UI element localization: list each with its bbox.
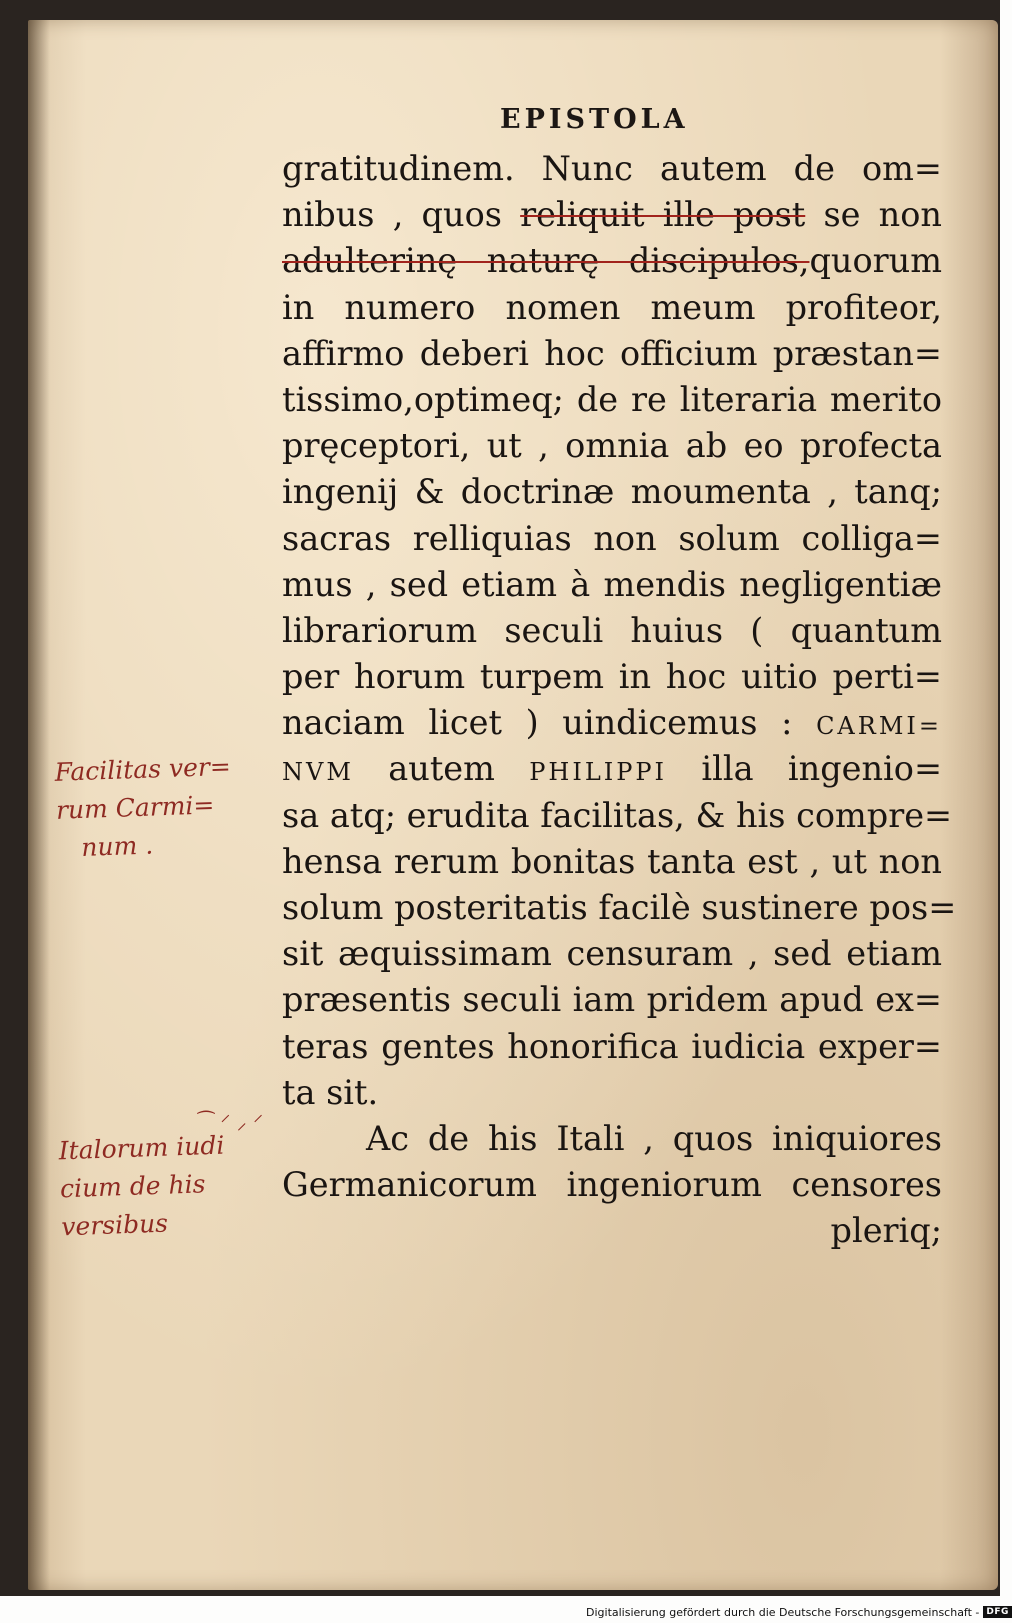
marginal-note-line: Italorum iudi: [58, 1130, 225, 1166]
text-line: sit æquissimam censuram , sed etiam: [282, 934, 942, 974]
body-text: [282, 146, 957, 1255]
small-caps-text: PHILIPPI: [529, 758, 668, 787]
text-line-struck-partial: [282, 192, 942, 238]
text-line: affirmo deberi hoc officium præstan=: [282, 333, 942, 373]
text-span: illa ingenio=: [667, 749, 943, 789]
catchword: pleriq;: [830, 1211, 942, 1251]
text-line-small-caps: [282, 700, 942, 746]
text-line: ingenij & doctrinæ moumenta , tanq;: [282, 472, 942, 512]
text-span: nibus , quos: [282, 195, 521, 235]
paragraph-start-line: Ac de his Itali , quos iniquiores: [366, 1118, 942, 1158]
text-line-small-caps: [282, 746, 942, 792]
marginal-mark: ⁀ ⸍ ⸝ ⸍: [198, 1110, 264, 1134]
text-line: Germanicorum ingeniorum censores: [282, 1165, 942, 1205]
marginal-note-line: num .: [80, 830, 154, 862]
dfg-logo: DFG: [983, 1606, 1012, 1618]
text-span: se non: [805, 195, 942, 235]
page-gutter-shadow: [28, 20, 50, 1590]
running-head: EPISTOLA: [500, 104, 689, 135]
text-line: tissimo,optimeq; de re literaria merito: [282, 379, 942, 419]
text-line: sa atq; erudita facilitas, & his compre=: [282, 795, 953, 835]
marginal-note-facilitas: [54, 746, 278, 868]
marginal-note-line: rum Carmi=: [55, 790, 215, 825]
small-caps-text: NVM: [282, 758, 354, 787]
text-line-struck: [282, 238, 942, 284]
struck-text: adulterinę naturę discipulos,: [282, 241, 810, 281]
marginal-note-line: versibus: [60, 1208, 169, 1242]
digitization-credit: [586, 1603, 1012, 1621]
text-line: ta sit.: [282, 1072, 379, 1112]
small-caps-text: CARMI=: [816, 712, 942, 741]
text-line: mus , sed etiam à mendis negligentiæ: [282, 564, 942, 604]
text-line: teras gentes honorifica iudicia exper=: [282, 1026, 942, 1066]
text-line: in numero nomen meum profiteor,: [282, 287, 942, 327]
text-span: quorum: [809, 241, 942, 281]
marginal-note-line: Facilitas ver=: [54, 751, 232, 787]
text-line: librariorum seculi huius ( quantum: [282, 610, 942, 650]
text-line: hensa rerum bonitas tanta est , ut non: [282, 841, 942, 881]
text-span: naciam licet ) uindicemus :: [282, 703, 817, 743]
struck-text: reliquit ille post: [520, 195, 806, 235]
text-span: autem: [353, 749, 530, 789]
text-line: pręceptori, ut , omnia ab eo profecta: [282, 426, 942, 466]
text-line: sacras relliquias non solum colliga=: [282, 518, 942, 558]
text-line: per horum turpem in hoc uitio perti=: [282, 657, 942, 697]
text-line: gratitudinem. Nunc autem de om=: [282, 149, 942, 188]
marginal-note-line: cium de his: [59, 1169, 206, 1204]
text-line: solum posteritatis facilè sustinere pos=: [282, 888, 957, 927]
text-line: præsentis seculi iam pridem apud ex=: [282, 980, 942, 1020]
credit-text: Digitalisierung gefördert durch die Deutsche Forschungsgemeinschaft -: [586, 1605, 980, 1619]
marginal-note-italorum: [58, 1124, 312, 1247]
